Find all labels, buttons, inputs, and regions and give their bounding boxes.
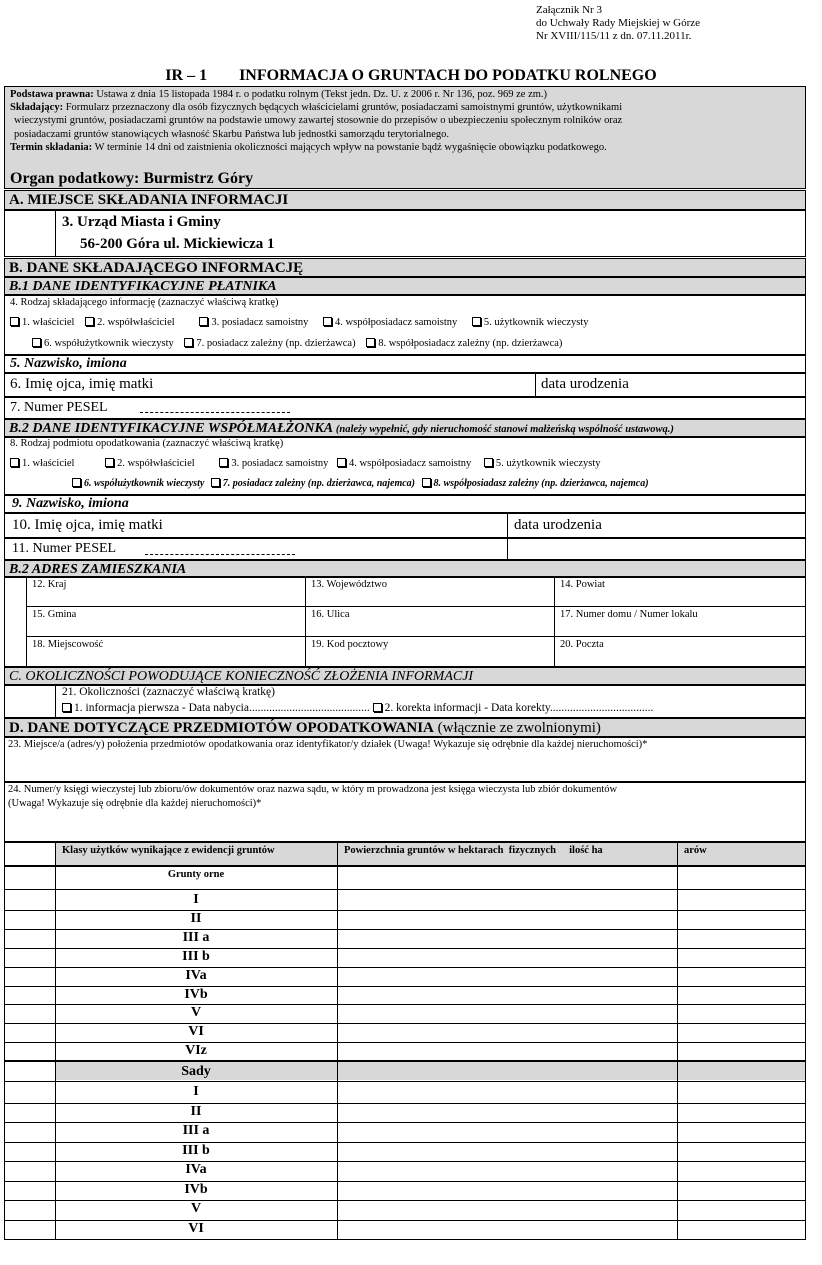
pesel-dashes [140,412,290,413]
table-row-divider [4,1061,806,1062]
field-7-box[interactable] [4,397,806,419]
checkbox-icon[interactable] [219,458,228,467]
option-label: 5. użytkownik wieczysty [483,317,589,328]
checkbox-icon[interactable] [211,478,220,487]
checkbox-icon[interactable] [184,338,193,347]
divider [535,373,536,397]
option-label: 6. współużytkownik wieczysty [44,338,174,349]
divider [805,842,806,1239]
option-label: 4. współposiadacz samoistny [349,458,472,469]
checkbox-icon[interactable] [484,458,493,467]
checkbox-icon[interactable] [337,458,346,467]
divider [337,842,338,1239]
section-d-suffix: (włącznie ze zwolnionymi) [433,720,601,736]
b2-option[interactable] [219,458,328,469]
divider [677,842,678,1239]
land-class-label: III b [182,948,210,964]
divider [4,842,5,1239]
land-class-label: VI [188,1024,204,1040]
land-class-label: III b [182,1142,210,1158]
c-options [62,702,653,714]
b1-option[interactable] [184,338,355,349]
land-class-label: IVb [184,986,208,1002]
c-option-first[interactable] [62,702,370,714]
option-label: 2. korekta informacji - Data korekty.................................... [384,702,654,714]
land-class-label: V [190,1201,202,1216]
field-11-label: 11. Numer PESEL [12,541,117,556]
address-street[interactable]: 16. Ulica [311,609,350,620]
attachment-note [536,4,700,43]
option-label: 8. współposiadasz zależny (np. dzierżawca, najemca) [433,478,649,489]
b1-question: 4. Rodzaj składającego informację (zaznaczyć właściwą kratkę) [10,297,279,308]
land-class-label: III a [182,1123,210,1138]
divider [4,842,806,843]
organ-label: Organ podatkowy: Burmistrz Góry [10,170,254,187]
section-b-header: B. DANE SKŁADAJĄCEGO INFORMACJĘ [4,258,806,277]
attachment-line: Nr XVIII/115/11 z dn. 07.11.2011r. [536,30,692,42]
address-commune[interactable]: 15. Gmina [32,609,77,620]
b2-option[interactable] [105,458,195,469]
option-label: 1. informacja pierwsza - Data nabycia.......................................... [74,702,370,714]
divider [4,1081,806,1082]
attachment-line: Załącznik Nr 3 [536,4,602,16]
b2-question: 8. Rodzaj podmiotu opodatkowania (zaznaczyć właściwą kratkę) [10,438,284,449]
pesel-dashes [145,554,295,555]
land-class-label: VI [188,1220,204,1236]
col-klasy-header: Klasy użytków wynikające z ewidencji gruntów [62,845,275,856]
option-label: 3. posiadacz samoistny [211,317,309,328]
address-county[interactable]: 14. Powiat [560,579,605,590]
checkbox-icon[interactable] [422,478,431,487]
checkbox-icon[interactable] [199,317,208,326]
land-class-label: I [193,892,199,907]
col-arow-header: arów [684,845,707,856]
b2-option[interactable] [484,458,601,469]
land-class-label: IVb [184,1181,208,1197]
option-label: 3. posiadacz samoistny [231,458,329,469]
b1-option[interactable] [85,317,175,328]
land-class-label: V [190,1005,202,1021]
form-title: IR – 1 INFORMACJA O GRUNTACH DO PODATKU ROLNEGO [165,67,657,84]
b1-option[interactable] [472,317,589,328]
checkbox-icon[interactable] [32,338,41,347]
b1-option[interactable] [10,317,74,328]
section-d-header [4,718,806,737]
section-a-header: A. MIEJSCE SKŁADANIA INFORMACJI [4,190,806,210]
checkbox-icon[interactable] [10,317,19,326]
address-city[interactable]: 18. Miejscowość [32,639,104,650]
checkbox-icon[interactable] [323,317,332,326]
option-label: 1. właściciel [22,458,75,469]
field-5-label: 5. Nazwisko, imiona [10,356,127,371]
c-option-correction[interactable] [373,702,654,714]
office-address: 56-200 Góra ul. Mickiewicza 1 [80,236,275,252]
intro-text [10,88,802,154]
q23-label: 23. Miejsce/a (adres/y) położenia przedmiotów opodatkowania oraz identyfikator/y działek (Uwaga! Wykazuje się odrębnie dla każdej nieruchomości)* [8,739,648,750]
b2-option[interactable] [337,458,471,469]
address-voivodeship[interactable]: 13. Województwo [311,579,387,590]
divider [4,889,806,890]
b2-option[interactable] [10,458,74,469]
col-powierzchnia-header: Powierzchnia gruntów w hektarach fizycznych ilość ha [344,845,603,856]
option-label: 5. użytkownik wieczysty [495,458,601,469]
c-question: 21. Okoliczności (zaznaczyć właściwą kratkę) [62,686,275,698]
checkbox-icon[interactable] [366,338,375,347]
b2-option[interactable] [422,478,649,489]
option-label: 4. współposiadacz samoistny [335,317,458,328]
b2-option[interactable] [211,478,415,489]
b2-option[interactable] [72,478,204,489]
field-9-label: 9. Nazwisko, imiona [12,496,129,511]
b1-options-row1 [10,317,589,328]
land-class-label: II [190,1103,202,1119]
land-class-label: II [190,910,202,926]
option-label: 8. współposiadacz zależny (np. dzierżawca) [378,338,563,349]
section-b1-header: B.1 DANE IDENTYFIKACYJNE PŁATNIKA [4,277,806,295]
checkbox-icon[interactable] [72,478,81,487]
b2-title: B.2 DANE IDENTYFIKACYJNE WSPÓŁMAŁŻONKA [9,421,333,436]
b1-option[interactable] [323,317,457,328]
address-post-office[interactable]: 20. Poczta [560,639,604,650]
b2-options-row1 [10,458,601,469]
option-label: 7. posiadacz zależny (np. dzierżawca) [196,338,356,349]
termin-label: Termin składania: [10,141,93,153]
sady-label: Sady [181,1064,211,1079]
b1-options-row2 [32,338,562,349]
b1-option[interactable] [199,317,308,328]
checkbox-icon[interactable] [85,317,94,326]
land-class-label: IVa [185,1162,207,1177]
address-house-number[interactable]: 17. Numer domu / Numer lokalu [560,609,698,620]
q24-label-2: (Uwaga! Wykazuje się odrębnie dla każdej nieruchomości)* [8,798,262,809]
b2-note: (należy wypełnić, gdy nieruchomość stanowi małżeńską wspólność ustawową.) [335,424,674,435]
b1-option[interactable] [366,338,562,349]
divider [26,606,806,607]
termin-text: W terminie 14 dni od zaistnienia okoliczności mających wpływ na powstanie bądź wygaśnięcie obowiązku podatkowego. [92,141,607,153]
divider [305,577,306,667]
q24-label: 24. Numer/y księgi wieczystej lub zbioru/ów dokumentów oraz nazwa sądu, w który m prowadzona jest księga wieczysta lub zbiór dokumentów [8,784,618,795]
section-b2-header [4,419,806,437]
podstawa-text: Ustawa z dnia 15 listopada 1984 r. o podatku rolnym (Tekst jedn. Dz. U. z 2006 r. Nr 136, poz. 969 ze zm.) [93,89,548,100]
field-6b-label: data urodzenia [541,376,629,392]
option-label: 1. właściciel [22,317,75,328]
attachment-line: do Uchwały Rady Miejskiej w Górze [536,17,701,29]
skladajacy-text: posiadaczami gruntów stanowiących własność Skarbu Państwa lub jednostki samorządu terytorialnego. [14,128,450,140]
checkbox-icon[interactable] [10,458,19,467]
option-label: 2. współwłaściciel [97,317,175,328]
table-row-divider [4,1239,806,1240]
field-7-label: 7. Numer PESEL [10,400,108,415]
field-10-label: 10. Imię ojca, imię matki [12,517,163,533]
address-postal-code[interactable]: 19. Kod pocztowy [311,639,389,650]
skladajacy-text: Formularz przeznaczony dla osób fizycznych będących właścicielami gruntów, posiadaczami samoistnymi gruntów, użytkownikami [63,102,623,114]
option-label: 2. współwłaściciel [117,458,195,469]
checkbox-icon[interactable] [472,317,481,326]
address-grid [26,577,806,667]
grunty-orne-label: Grunty orne [167,869,225,880]
section-d-title: D. DANE DOTYCZĄCE PRZEDMIOTÓW OPODATKOWANIA [9,720,434,736]
podstawa-label: Podstawa prawna: [10,89,94,100]
field-11-box[interactable] [4,538,806,560]
section-c-header: C. OKOLICZNOŚCI POWODUJĄCE KONIECZNOŚĆ ZŁOŻENIA INFORMACJI [4,667,806,685]
b2-options-row2 [72,478,649,489]
checkbox-icon[interactable] [105,458,114,467]
office-name: 3. Urząd Miasta i Gminy [62,214,221,230]
b1-option[interactable] [32,338,174,349]
divider [4,866,806,867]
land-class-label: VIz [185,1043,207,1059]
checkbox-icon[interactable] [373,703,382,712]
field-10b-label: data urodzenia [514,517,602,533]
land-class-label: IVa [185,967,207,983]
divider [26,636,806,637]
field-6-label: 6. Imię ojca, imię matki [10,376,154,392]
option-label: 6. współużytkownik wieczysty [84,478,205,489]
land-class-label: I [193,1084,199,1099]
divider [554,577,555,667]
address-country[interactable]: 12. Kraj [32,579,67,590]
land-class-label: III a [182,929,210,945]
checkbox-icon[interactable] [62,703,71,712]
skladajacy-text: wieczystymi gruntów, posiadaczami gruntów na podstawie umowy zawartej stosownie do przepisów o ubezpieczeniu społecznym rolników oraz [14,115,623,127]
option-label: 7. posiadacz zależny (np. dzierżawca, najemca) [222,478,416,489]
address-header: B.2 ADRES ZAMIESZKANIA [4,560,806,577]
skladajacy-label: Składający: [10,102,64,114]
